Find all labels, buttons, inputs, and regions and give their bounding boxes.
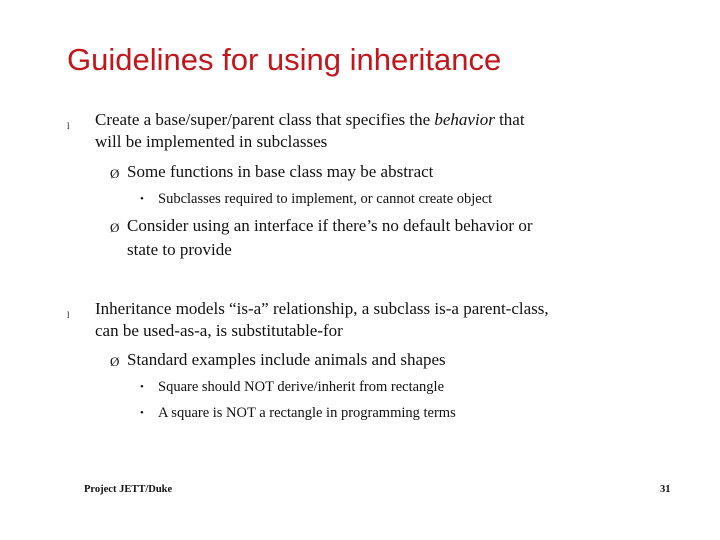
bullet-1-sub-2-line-2: state to provide [127, 240, 232, 259]
bullet-1-line-1: Create a base/super/parent class that specifies the behavior that [95, 110, 525, 129]
bullet-1-line-2: will be implemented in subclasses [95, 132, 328, 151]
bullet-2-line-2: can be used-as-a, is substitutable-for [95, 321, 343, 340]
page-number: 31 [660, 484, 671, 495]
slide-title: Guidelines for using inheritance [67, 42, 502, 77]
emphasis-behavior: behavior [434, 110, 495, 129]
bullet-marker-icon: l [67, 121, 70, 131]
arrow-bullet-icon: Ø [110, 220, 120, 235]
dot-bullet-icon: • [140, 407, 144, 419]
arrow-bullet-icon: Ø [110, 166, 120, 181]
bullet-2-line-1: Inheritance models “is-a” relationship, a subclass is-a parent-class, [95, 299, 549, 318]
bullet-1-sub-2-line-1: Consider using an interface if there’s no default behavior or [127, 216, 533, 235]
bullet-marker-icon: l [67, 310, 70, 320]
footer-source: Project JETT/Duke [84, 484, 173, 495]
dot-bullet-icon: • [140, 193, 144, 205]
arrow-bullet-icon: Ø [110, 354, 120, 369]
dot-bullet-icon: • [140, 381, 144, 393]
slide: Guidelines for using inheritance l Create a base/super/parent class that specifies the behavior that will be implemented in subclasses Ø Some functions in base class may be abstract • Subclasses required to implement, or cannot create object Ø Consider using an interface if there’s no default behavior or state to provide l Inheritance models “is-a” relationship, a subclass is-a parent-class, can be used-as-a, is substitutable-for Ø Standard examples include animals and shapes • Square should NOT derive/inherit from rectangle • A square is NOT a rectangle in programming terms Project JETT/Duke 31 [67, 42, 671, 495]
